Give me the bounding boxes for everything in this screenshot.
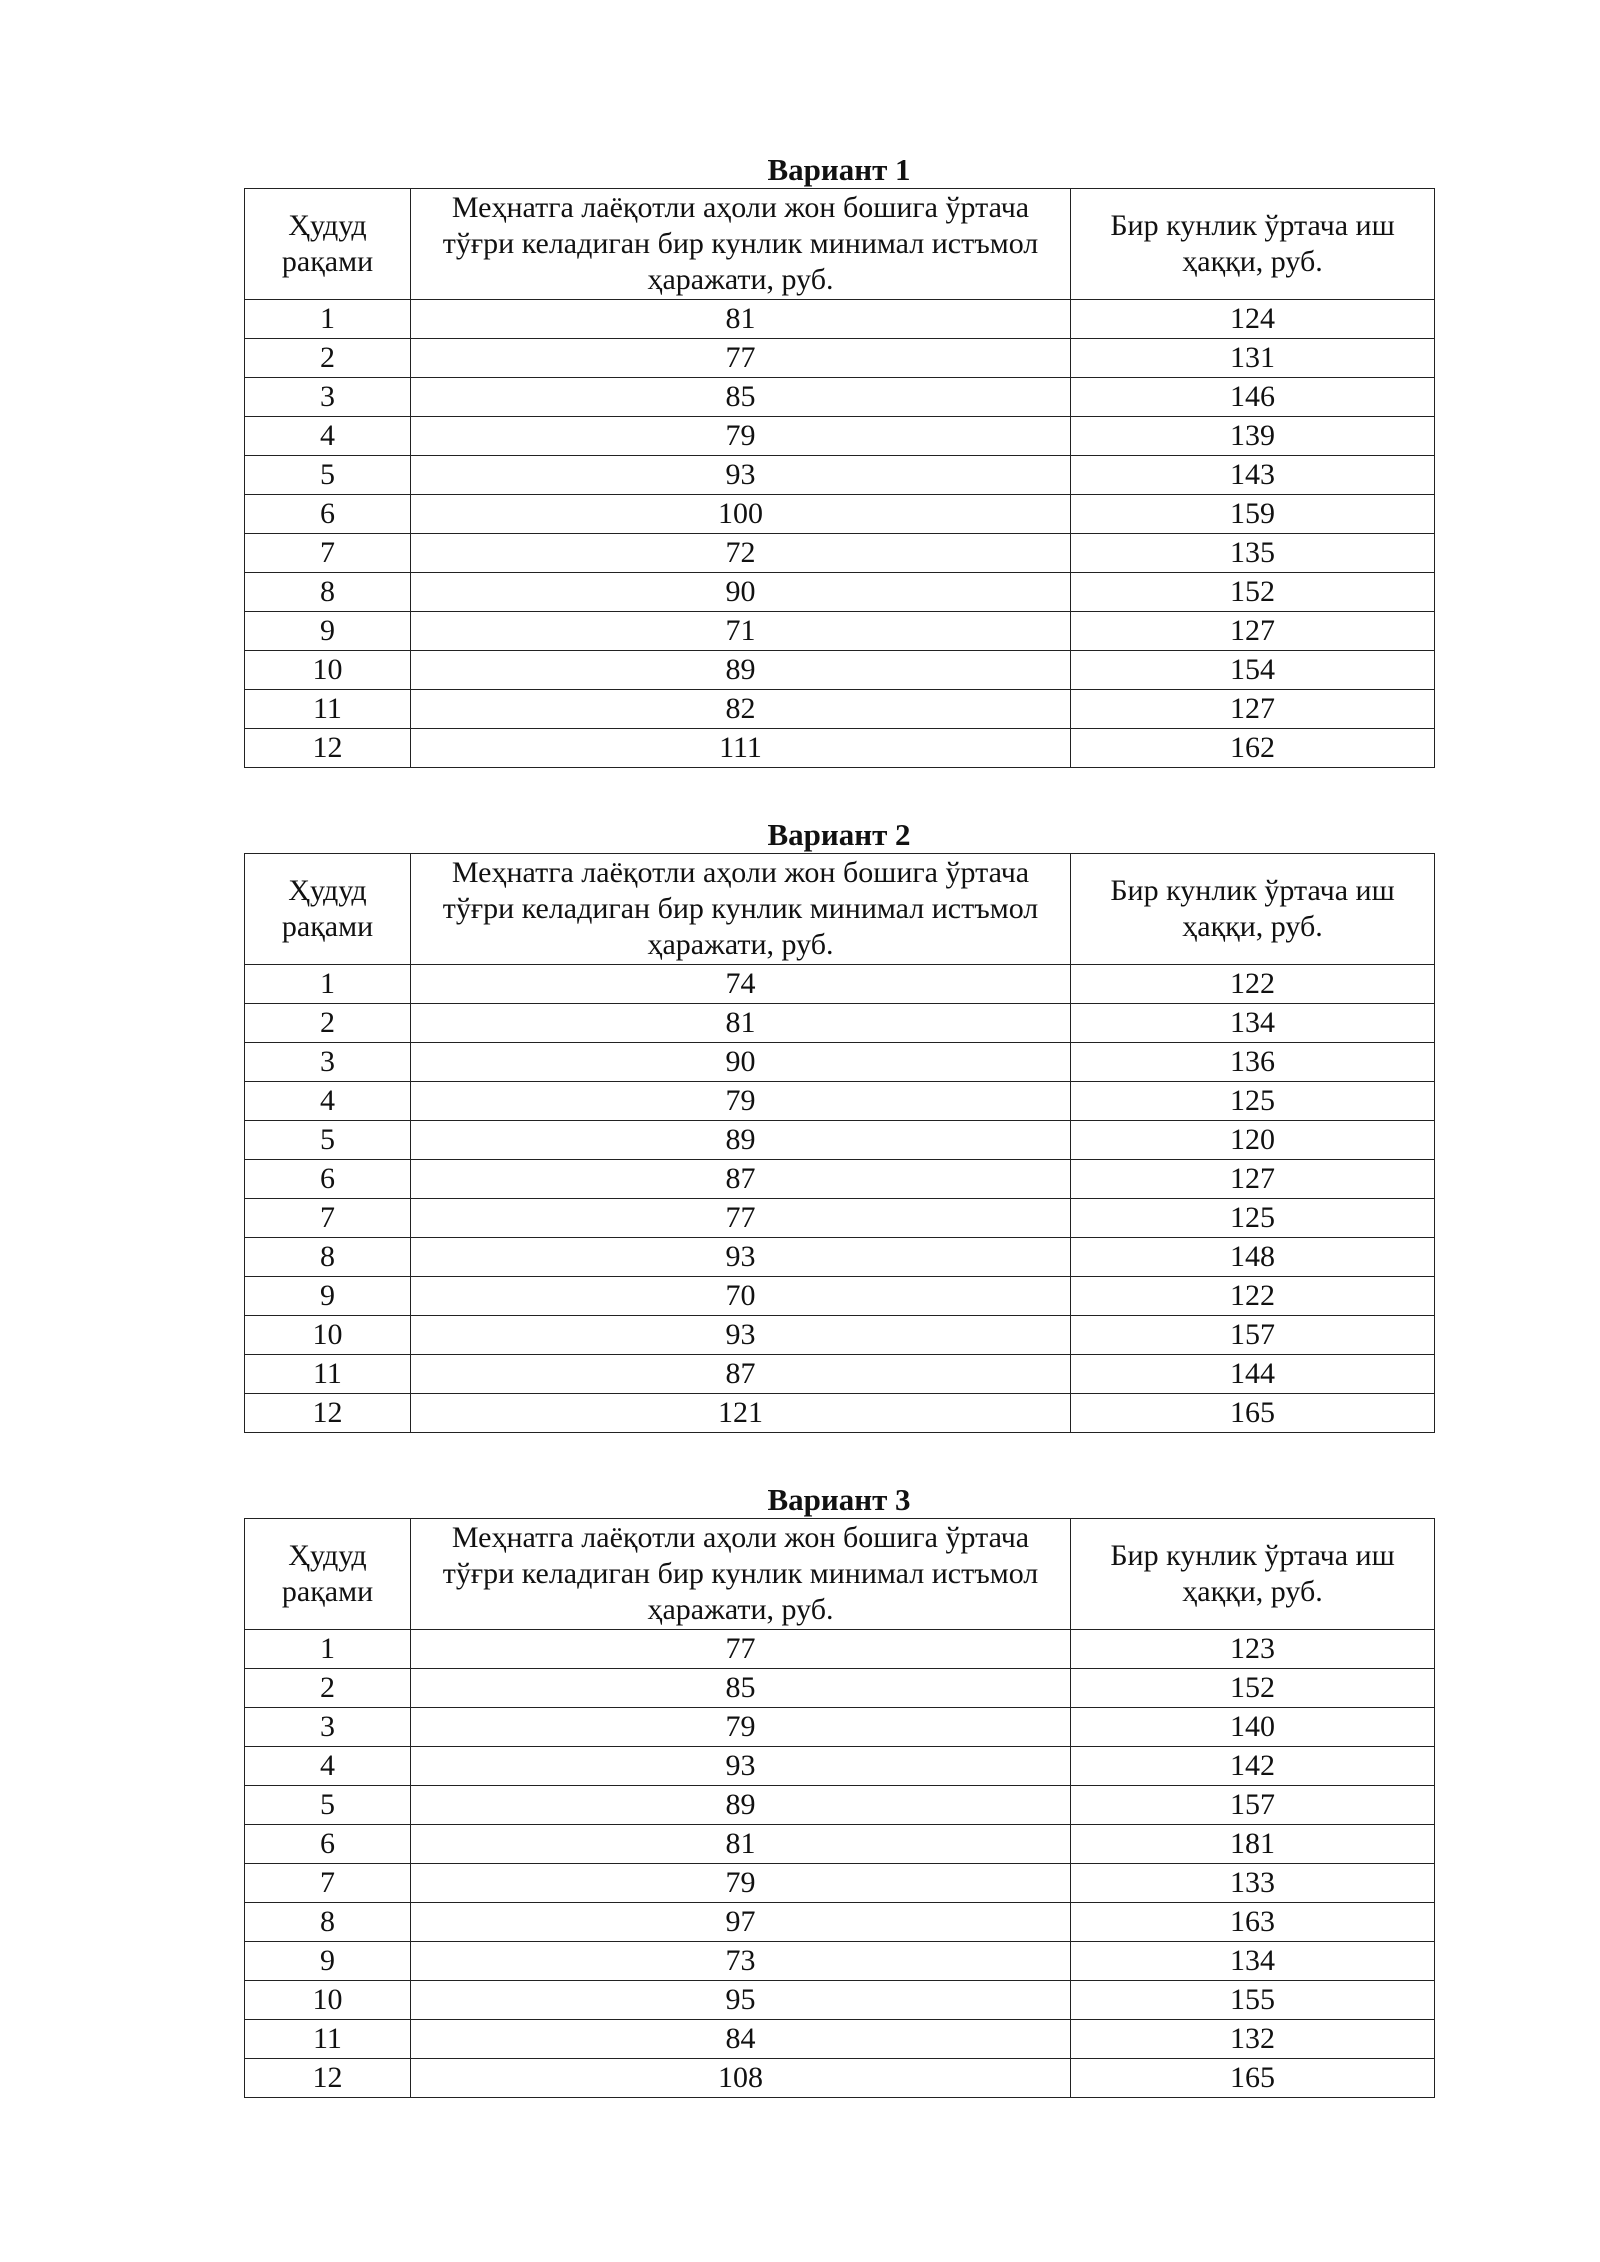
min-consumption-cell: 81 [411,300,1071,339]
daily-wage-cell: 152 [1071,1669,1435,1708]
min-consumption-header: Меҳнатга лаёқотли аҳоли жон бошига ўртача тўғри келадиган бир кунлик минимал истъмол ҳаражати, руб. [411,854,1071,965]
daily-wage-cell: 146 [1071,378,1435,417]
min-consumption-cell: 85 [411,378,1071,417]
header-row [245,854,1435,965]
min-consumption-cell: 77 [411,1199,1071,1238]
table-row [245,456,1435,495]
daily-wage-cell: 142 [1071,1747,1435,1786]
min-consumption-cell: 93 [411,1238,1071,1277]
region-cell: 5 [245,456,411,495]
table-row [245,1355,1435,1394]
region-cell: 12 [245,2059,411,2098]
daily-wage-cell: 152 [1071,573,1435,612]
min-consumption-cell: 70 [411,1277,1071,1316]
table-row [245,534,1435,573]
min-consumption-cell: 85 [411,1669,1071,1708]
region-header: Ҳудуд рақами [245,189,411,300]
min-consumption-cell: 121 [411,1394,1071,1433]
table-row [245,378,1435,417]
table-row [245,1082,1435,1121]
region-cell: 6 [245,495,411,534]
region-cell: 2 [245,1669,411,1708]
region-cell: 4 [245,1082,411,1121]
table-row [245,1043,1435,1082]
variant-1-table [244,188,1435,768]
region-cell: 10 [245,651,411,690]
region-cell: 7 [245,1864,411,1903]
min-consumption-cell: 89 [411,651,1071,690]
table-row [245,1316,1435,1355]
table-row [245,339,1435,378]
min-consumption-cell: 81 [411,1004,1071,1043]
min-consumption-cell: 79 [411,1708,1071,1747]
min-consumption-cell: 90 [411,1043,1071,1082]
table-row [245,612,1435,651]
daily-wage-cell: 123 [1071,1630,1435,1669]
daily-wage-cell: 127 [1071,1160,1435,1199]
min-consumption-cell: 87 [411,1355,1071,1394]
daily-wage-cell: 131 [1071,339,1435,378]
region-cell: 5 [245,1121,411,1160]
min-consumption-cell: 77 [411,1630,1071,1669]
min-consumption-cell: 79 [411,1864,1071,1903]
min-consumption-cell: 111 [411,729,1071,768]
min-consumption-cell: 79 [411,417,1071,456]
header-row [245,1519,1435,1630]
daily-wage-header: Бир кунлик ўртача иш ҳаққи, руб. [1071,1519,1435,1630]
table-row [245,965,1435,1004]
daily-wage-cell: 125 [1071,1199,1435,1238]
table-row [245,1708,1435,1747]
min-consumption-cell: 79 [411,1082,1071,1121]
region-cell: 7 [245,1199,411,1238]
min-consumption-cell: 108 [411,2059,1071,2098]
region-cell: 5 [245,1786,411,1825]
daily-wage-cell: 165 [1071,2059,1435,2098]
daily-wage-cell: 134 [1071,1004,1435,1043]
region-cell: 8 [245,573,411,612]
min-consumption-cell: 87 [411,1160,1071,1199]
region-cell: 9 [245,612,411,651]
region-cell: 6 [245,1160,411,1199]
table-row [245,690,1435,729]
daily-wage-cell: 144 [1071,1355,1435,1394]
daily-wage-cell: 127 [1071,690,1435,729]
min-consumption-cell: 93 [411,456,1071,495]
table-row [245,1238,1435,1277]
region-cell: 11 [245,690,411,729]
daily-wage-cell: 181 [1071,1825,1435,1864]
min-consumption-cell: 74 [411,965,1071,1004]
min-consumption-header: Меҳнатга лаёқотли аҳоли жон бошига ўртача тўғри келадиган бир кунлик минимал истъмол ҳаражати, руб. [411,1519,1071,1630]
region-cell: 12 [245,1394,411,1433]
table-row [245,2020,1435,2059]
daily-wage-cell: 120 [1071,1121,1435,1160]
table-row [245,1277,1435,1316]
daily-wage-cell: 165 [1071,1394,1435,1433]
min-consumption-cell: 84 [411,2020,1071,2059]
daily-wage-cell: 163 [1071,1903,1435,1942]
daily-wage-header: Бир кунлик ўртача иш ҳаққи, руб. [1071,189,1435,300]
min-consumption-cell: 71 [411,612,1071,651]
min-consumption-cell: 72 [411,534,1071,573]
table-row [245,1747,1435,1786]
min-consumption-cell: 93 [411,1747,1071,1786]
region-cell: 9 [245,1277,411,1316]
table-row [245,300,1435,339]
table-row [245,1942,1435,1981]
daily-wage-cell: 155 [1071,1981,1435,2020]
variant-title: Вариант 2 [767,817,911,852]
table-row [245,1630,1435,1669]
table-row [245,1825,1435,1864]
min-consumption-cell: 82 [411,690,1071,729]
region-cell: 3 [245,1043,411,1082]
table-row [245,729,1435,768]
daily-wage-cell: 139 [1071,417,1435,456]
table-row [245,1199,1435,1238]
table-row [245,1394,1435,1433]
variant-1-section [244,152,1434,768]
variant-title: Вариант 1 [767,152,911,187]
table-row [245,495,1435,534]
daily-wage-cell: 134 [1071,1942,1435,1981]
table-row [245,651,1435,690]
min-consumption-cell: 90 [411,573,1071,612]
daily-wage-cell: 140 [1071,1708,1435,1747]
region-cell: 1 [245,1630,411,1669]
region-cell: 3 [245,1708,411,1747]
daily-wage-cell: 162 [1071,729,1435,768]
daily-wage-cell: 133 [1071,1864,1435,1903]
region-header: Ҳудуд рақами [245,1519,411,1630]
daily-wage-cell: 159 [1071,495,1435,534]
region-cell: 11 [245,1355,411,1394]
table-row [245,1786,1435,1825]
variant-2-table [244,853,1435,1433]
region-cell: 9 [245,1942,411,1981]
daily-wage-cell: 136 [1071,1043,1435,1082]
region-cell: 4 [245,417,411,456]
daily-wage-cell: 122 [1071,965,1435,1004]
table-row [245,1669,1435,1708]
daily-wage-cell: 124 [1071,300,1435,339]
table-row [245,1160,1435,1199]
region-cell: 3 [245,378,411,417]
table-row [245,1981,1435,2020]
daily-wage-cell: 127 [1071,612,1435,651]
region-cell: 11 [245,2020,411,2059]
min-consumption-cell: 89 [411,1121,1071,1160]
daily-wage-cell: 125 [1071,1082,1435,1121]
region-cell: 8 [245,1238,411,1277]
table-row [245,1004,1435,1043]
region-cell: 8 [245,1903,411,1942]
table-row [245,1121,1435,1160]
daily-wage-cell: 154 [1071,651,1435,690]
min-consumption-cell: 89 [411,1786,1071,1825]
min-consumption-cell: 100 [411,495,1071,534]
region-cell: 10 [245,1981,411,2020]
daily-wage-cell: 132 [1071,2020,1435,2059]
variant-2-section [244,817,1434,1433]
region-cell: 2 [245,1004,411,1043]
daily-wage-cell: 157 [1071,1316,1435,1355]
daily-wage-cell: 148 [1071,1238,1435,1277]
daily-wage-header: Бир кунлик ўртача иш ҳаққи, руб. [1071,854,1435,965]
min-consumption-cell: 95 [411,1981,1071,2020]
region-cell: 1 [245,300,411,339]
table-row [245,2059,1435,2098]
table-row [245,1903,1435,1942]
min-consumption-header: Меҳнатга лаёқотли аҳоли жон бошига ўртача тўғри келадиган бир кунлик минимал истъмол ҳаражати, руб. [411,189,1071,300]
table-row [245,573,1435,612]
header-row [245,189,1435,300]
min-consumption-cell: 77 [411,339,1071,378]
min-consumption-cell: 81 [411,1825,1071,1864]
daily-wage-cell: 143 [1071,456,1435,495]
min-consumption-cell: 73 [411,1942,1071,1981]
table-row [245,1864,1435,1903]
region-cell: 4 [245,1747,411,1786]
variant-title: Вариант 3 [767,1482,911,1517]
region-cell: 1 [245,965,411,1004]
daily-wage-cell: 157 [1071,1786,1435,1825]
region-cell: 7 [245,534,411,573]
daily-wage-cell: 135 [1071,534,1435,573]
daily-wage-cell: 122 [1071,1277,1435,1316]
region-header: Ҳудуд рақами [245,854,411,965]
variant-3-table [244,1518,1435,2098]
variant-3-section [244,1482,1434,2098]
min-consumption-cell: 97 [411,1903,1071,1942]
region-cell: 10 [245,1316,411,1355]
region-cell: 12 [245,729,411,768]
region-cell: 6 [245,1825,411,1864]
min-consumption-cell: 93 [411,1316,1071,1355]
region-cell: 2 [245,339,411,378]
table-row [245,417,1435,456]
